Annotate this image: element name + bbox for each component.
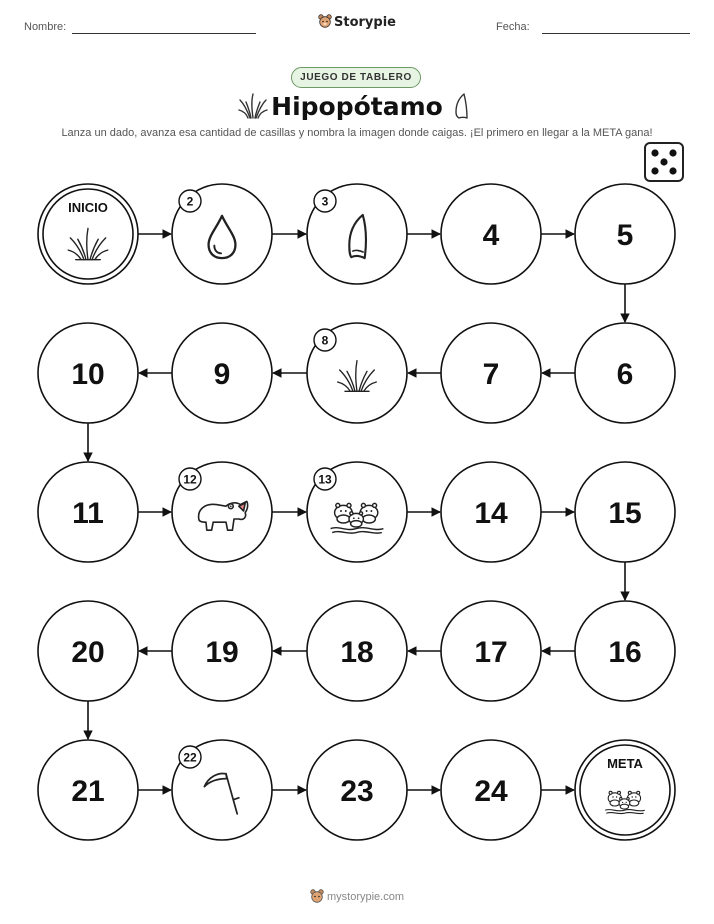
square-number: 4 xyxy=(482,219,500,252)
square-number-badge: 12 xyxy=(183,472,197,487)
square-number: 5 xyxy=(616,219,634,252)
square-number: 7 xyxy=(482,358,500,391)
board-square-19 xyxy=(172,601,272,701)
square-number: 23 xyxy=(340,775,374,808)
board-square-2 xyxy=(172,184,272,284)
name-label: Nombre: xyxy=(24,21,67,33)
brand-name: Storypie xyxy=(334,15,396,30)
board-square-17 xyxy=(441,601,541,701)
game-type-badge: JUEGO DE TABLERO xyxy=(291,67,421,88)
square-number-badge: 2 xyxy=(186,194,194,209)
goal-square-label: META xyxy=(607,756,643,771)
square-number: 6 xyxy=(616,358,634,391)
bear-logo-icon xyxy=(310,889,324,903)
square-number-badge: 22 xyxy=(183,750,197,765)
board-square-21 xyxy=(38,740,138,840)
board-square-7 xyxy=(441,323,541,423)
board-square-22 xyxy=(172,740,272,840)
square-number: 17 xyxy=(474,636,508,669)
square-number: 15 xyxy=(608,497,642,530)
board-square-6 xyxy=(575,323,675,423)
board-square-20 xyxy=(38,601,138,701)
board-square-5 xyxy=(575,184,675,284)
board-square-14 xyxy=(441,462,541,562)
square-number: 9 xyxy=(213,358,231,391)
footer-url[interactable]: mystorypie.com xyxy=(326,891,405,903)
board-square-13 xyxy=(307,462,407,562)
goal-square xyxy=(575,740,675,840)
board-square-16 xyxy=(575,601,675,701)
board-square-24 xyxy=(441,740,541,840)
square-number-badge: 13 xyxy=(318,472,332,487)
board-square-18 xyxy=(307,601,407,701)
board-square-9 xyxy=(172,323,272,423)
square-number: 14 xyxy=(474,497,508,530)
page-title: Hipopótamo xyxy=(271,92,443,121)
square-number: 10 xyxy=(71,358,105,391)
square-number: 19 xyxy=(205,636,239,669)
board-square-15 xyxy=(575,462,675,562)
square-number: 11 xyxy=(72,497,104,530)
board-square-8 xyxy=(307,323,407,423)
instructions: Lanza un dado, avanza esa cantidad de casillas y nombra la imagen donde caigas. ¡El primero en llegar a la META gana! xyxy=(61,127,653,139)
square-number: 20 xyxy=(71,636,105,669)
board-square-23 xyxy=(307,740,407,840)
board-square-3 xyxy=(307,184,407,284)
start-square xyxy=(38,184,138,284)
board-square-11 xyxy=(38,462,138,562)
date-label: Fecha: xyxy=(496,21,530,33)
square-number-badge: 8 xyxy=(321,333,329,348)
square-number: 18 xyxy=(340,636,374,669)
start-square-label: INICIO xyxy=(68,200,108,215)
square-number: 24 xyxy=(474,775,508,808)
square-number-badge: 3 xyxy=(321,194,329,209)
square-number: 16 xyxy=(608,636,642,669)
board-square-4 xyxy=(441,184,541,284)
board-square-10 xyxy=(38,323,138,423)
footer xyxy=(0,889,714,903)
square-number: 21 xyxy=(71,775,105,808)
board-square-12 xyxy=(172,462,272,562)
